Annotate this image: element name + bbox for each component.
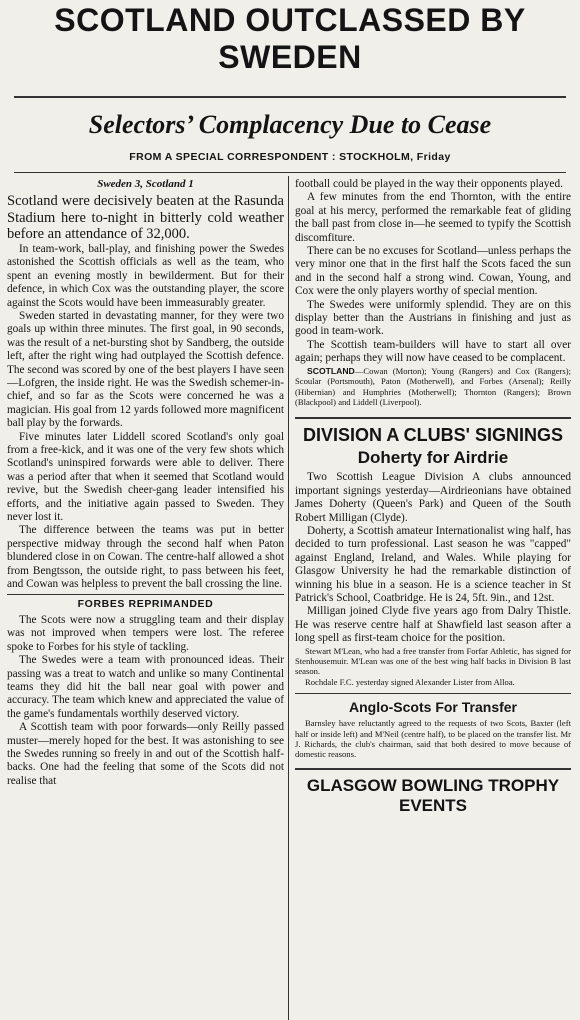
transfer-paragraph: Barnsley have reluctantly agreed to the requests of two Scots, Baxter (left half or inside left) and M'Neil (centre half), to be placed on the transfer list. Mr J. Richards, the club's chairman, said that both desired to move because of domestic reasons. <box>295 718 571 760</box>
score-line: Sweden 3, Scotland 1 <box>97 178 194 190</box>
article-paragraph: There can be no excuses for Scotland—unless perhaps the very minor one that in the first half the Scots faced the sun and in the second half a strong wind. Cowan, Young, and Cox were the only players worthy of special mention. <box>295 245 571 298</box>
crosshead: FORBES REPRIMANDED <box>7 594 284 611</box>
article-paragraph: football could be played in the way their opponents played. <box>295 178 563 190</box>
left-column <box>7 178 284 1020</box>
article-paragraph: Five minutes later Liddell scored Scotland's only goal from a free-kick, and it was one of the very few shots which Scotland's uninspired forwards were able to deliver. There was a period after that when it seemed that Scotland would revive, but the Swedish cheer-gang leader intensified his efforts, and the initiative again passed to Sweden. They never lost it. <box>7 430 284 524</box>
subhead: Selectors’ Complacency Due to Cease <box>88 110 492 139</box>
section-paragraph: Doherty, a Scottish amateur Internationalist wing half, has decided to turn professional. Last season he was "capped" against England, Ireland, and Wales. While playing for Glasgow University he had the remarkable distinction of winning his blue in a season. He is a science teacher in St Patrick's School, Coatbridge. He is 24, 5ft. 9in., and 12st. <box>295 524 571 604</box>
team-label: SCOTLAND <box>307 365 355 376</box>
brief-items <box>295 646 571 688</box>
article-paragraph: A few minutes from the end Thornton, with the entire goal at his mercy, performed the remarkable feat of gliding the ball past from close in—he seemed to typify the Scottish discomfiture. <box>295 191 571 244</box>
byline-rule <box>14 172 566 173</box>
article-paragraph: Sweden started in devastating manner, for they were two goals up within three minutes. The first goal, in 90 seconds, was the result of a net-bursting shot by Sandberg, the outside left, after the right wing had outplayed the Scottish defence. The second was scored by one of the best players I have seen—Lofgren, the inside right. He was the Swedish schemer-in-chief, and so far as the Scots were concerned he was a magician. His goal from 12 yards followed more magnificent ball play by the forwards. <box>7 309 284 430</box>
article-paragraph: The Swedes were uniformly splendid. They are on this display better than the Austrians in finishing and just as good in team-work. <box>295 298 571 338</box>
brief-paragraph: Stewart M'Lean, who had a free transfer from Forfar Athletic, has signed for Stenhousemuir. M'Lean was one of the best wing half backs in Division B last season. <box>295 645 571 677</box>
article-paragraph: A Scottish team with poor forwards—only Reilly passed muster—merely hoped for the best. It was astonishing to see the Swedes running so freely in and out of the Scottish half-backs. One had the feeling that some of the Scots did not realise that <box>7 721 284 787</box>
bowling-headline: GLASGOW BOWLING TROPHY EVENTS <box>295 768 571 816</box>
headline-line-1: SCOTLAND OUTCLASSED BY <box>54 2 526 38</box>
headline-rule <box>14 96 566 98</box>
brief-paragraph: Rochdale F.C. yesterday signed Alexander Lister from Alloa. <box>305 676 515 687</box>
headline <box>0 2 580 76</box>
right-column <box>295 178 571 1020</box>
transfer-subhead: Anglo-Scots For Transfer <box>295 693 571 716</box>
article-paragraph: The difference between the teams was put in better perspective midway through the second half when Paton blundered close in on Cowan. The centre-half allowed a shot from Bengtsson, the outside right, to pass between his feet, and Cowan was helpless to prevent the ball crossing the line. <box>7 524 284 591</box>
article-paragraph: In team-work, ball-play, and finishing power the Swedes astonished the Scottish officials as well as the team, who spent an evening mostly in bewilderment. But for their defence, in which Cox was the outstanding player, the score against the Scots would have been immeasurably greater. <box>7 242 284 309</box>
byline: FROM A SPECIAL CORRESPONDENT : STOCKHOLM, Friday <box>129 151 451 163</box>
column-divider <box>288 176 289 1020</box>
headline-line-2: SWEDEN <box>218 39 362 75</box>
article-paragraph: The Scots were now a struggling team and their display was not improved when tempers were lost. The referee spoke to Forbes for his style of tackling. <box>7 613 284 653</box>
lead-paragraph: Scotland were decisively beaten at the Rasunda Stadium here to-night in bitterly cold weather before an attendance of 32,000. <box>7 193 284 243</box>
section-paragraph: Two Scottish League Division A clubs announced important signings yesterday—Airdrieonians have obtained James Doherty (Queen's Park) and Queen of the South Robert Milligan (Clyde). <box>295 471 571 524</box>
team-text: —Cowan (Morton); Young (Rangers) and Cox (Rangers); Scoular (Portsmouth), Paton (Motherwell), and Forbes (Arsenal); Reilly (Hibernian) and Humphries (Motherwell); Thornton (Rangers); Brown (Blackpool) and Liddell (Liverpool). <box>295 365 571 407</box>
article-paragraph: The Scottish team-builders will have to start all over again; perhaps they will now have ceased to be complacent. <box>295 338 571 365</box>
team-list <box>295 366 571 408</box>
section-paragraph: Milligan joined Clyde five years ago from Dalry Thistle. He was reserve centre half at Shawfield last season after a long spell as first-team choice for the position. <box>295 605 571 645</box>
article-paragraph: The Swedes were a team with pronounced ideas. Their passing was a treat to watch and unlike so many Continental teams they did hit the ball near goal with power and accuracy. The team which knew and appreciated the value of the game's fundamentals worthily deserved victory. <box>7 654 284 720</box>
section-subhead: Doherty for Airdrie <box>357 448 509 468</box>
section-headline: DIVISION A CLUBS' SIGNINGS <box>295 417 571 446</box>
